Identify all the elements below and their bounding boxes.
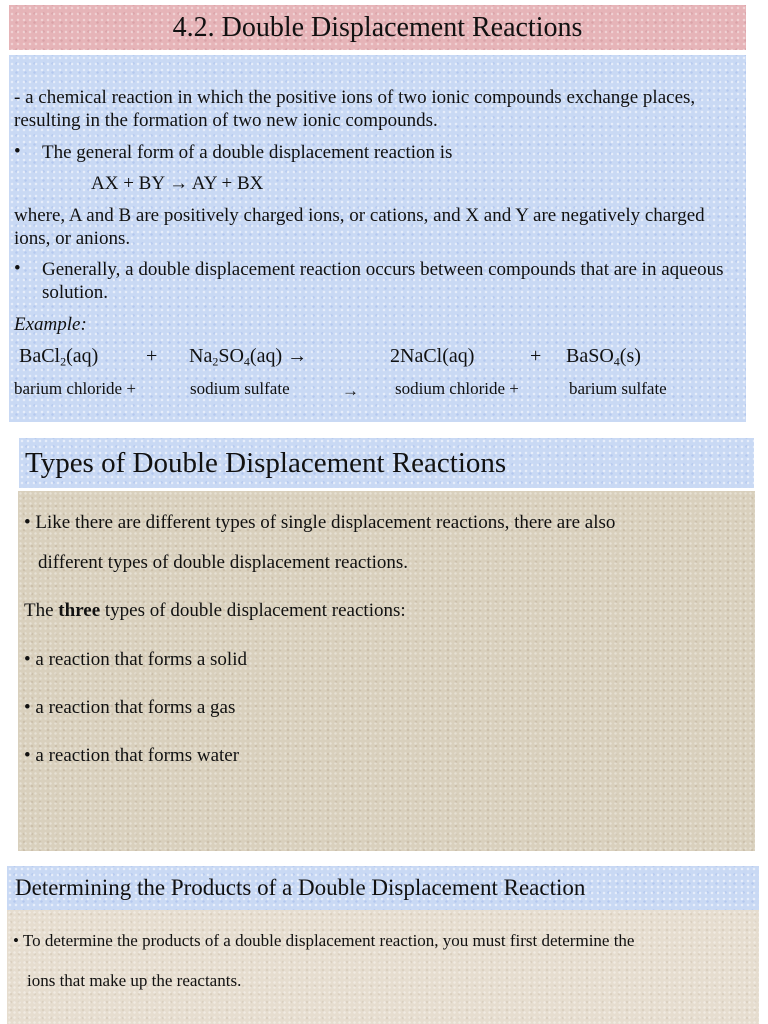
bullet1-text: The general form of a double displacement reaction is (42, 142, 453, 163)
arrow-icon: → (342, 381, 359, 400)
list-item: • To determine the products of a double displacement reaction, you must first determine the (13, 931, 635, 950)
list-item: • a reaction that forms a gas (24, 697, 236, 718)
line-continuation: ions that make up the reactants. (27, 971, 242, 990)
bullet-dot: • (14, 258, 21, 279)
slide1-title-bar (9, 5, 746, 50)
intro-continuation: different types of double displacement reactions. (38, 552, 409, 573)
three-types-line: The three types of double displacement reactions: (24, 600, 406, 621)
slide1-title: 4.2. Double Displacement Reactions (172, 12, 583, 43)
slide2-body (18, 491, 755, 851)
general-form-equation: AX + BY → AY + BX (91, 173, 264, 194)
reactant-na2so4: $Na_2SO_4(aq)$ → (189, 345, 308, 369)
name-sodium-sulfate: sodium sulfate (190, 379, 290, 398)
bullet-dot: • (14, 141, 21, 162)
name-barium-chloride: barium chloride + (14, 379, 136, 398)
where-text: where, A and B are positively charged ions, or cations, and X and Y are negatively charged ions, or anions. (14, 205, 705, 249)
example-label: Example: (14, 314, 87, 335)
slide3-title-bar (7, 866, 759, 910)
slide3-body (7, 910, 759, 1024)
slide2-title: Types of Double Displacement Reactions (25, 447, 507, 479)
plus-sign: + (530, 345, 542, 367)
plus-sign: + (146, 345, 158, 367)
list-item: • a reaction that forms a solid (24, 649, 247, 670)
product-baso4: BaSO$_4$(s) (566, 345, 641, 369)
slide3-title: Determining the Products of a Double Displacement Reaction (15, 875, 586, 900)
list-item: • Like there are different types of single displacement reactions, there are also (24, 512, 616, 533)
definition-text: - a chemical reaction in which the positive ions of two ionic compounds exchange places, resulting in the formation of two new ionic compounds. (14, 87, 696, 131)
reactant-bacl2: BaCl$_2$(aq) (19, 345, 99, 369)
name-barium-sulfate: barium sulfate (569, 379, 667, 398)
bullet2-text: Generally, a double displacement reaction occurs between compounds that are in aqueous solution. (42, 259, 724, 303)
slide2-title-bar (19, 438, 754, 488)
name-sodium-chloride: sodium chloride + (395, 379, 519, 398)
slide1-body (9, 55, 746, 422)
list-item: • a reaction that forms water (24, 745, 240, 766)
product-nacl: 2NaCl(aq) (390, 345, 475, 367)
